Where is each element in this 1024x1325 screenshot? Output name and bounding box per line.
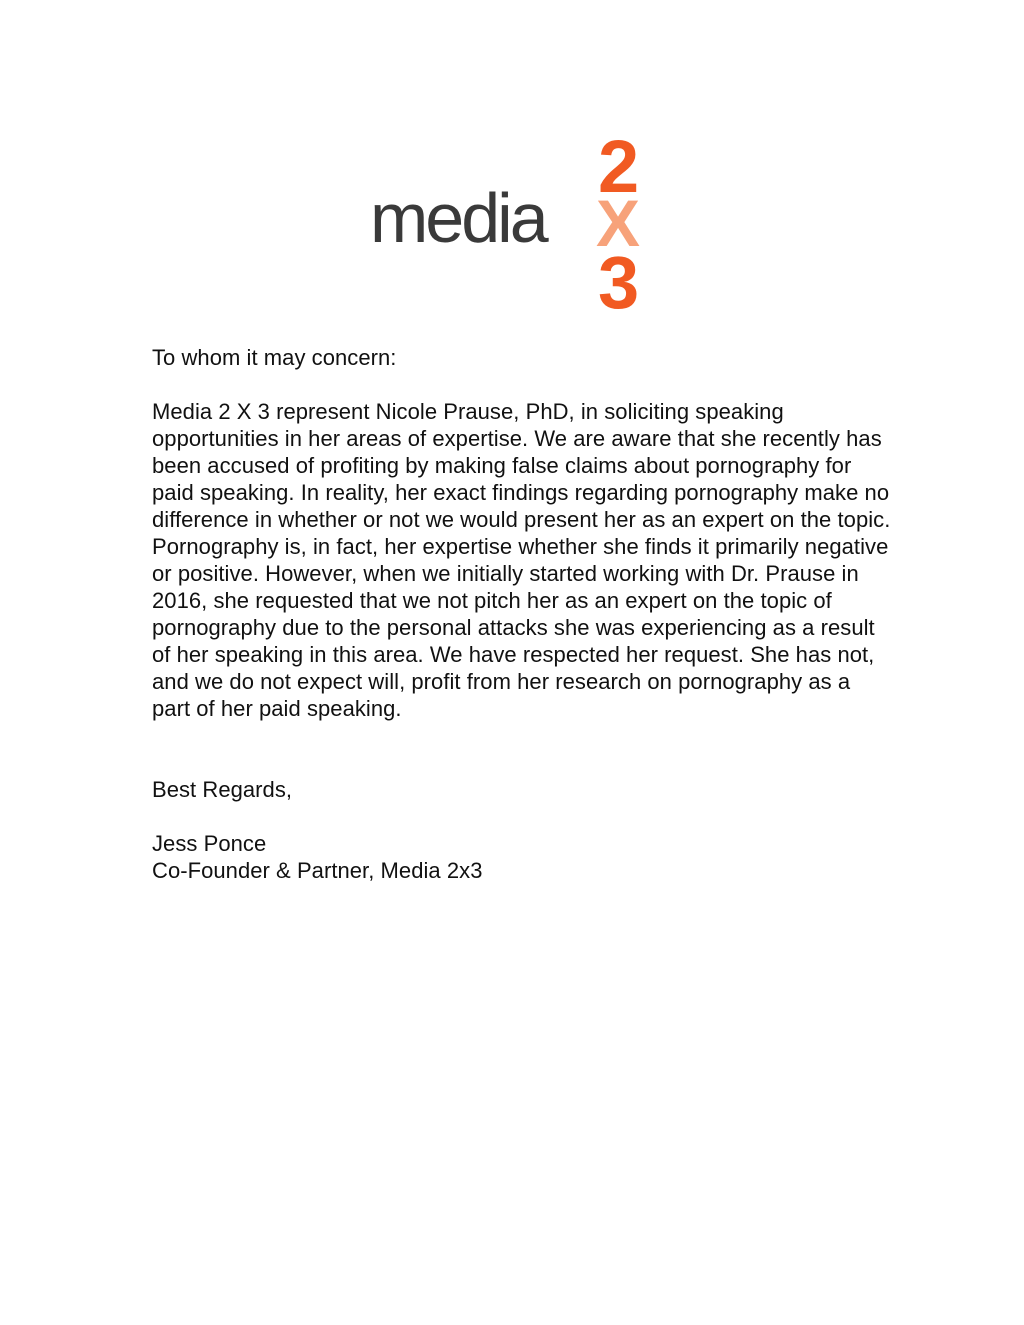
letter-content xyxy=(152,344,892,884)
logo-mark-three: 3 xyxy=(598,241,640,316)
closing: Best Regards, xyxy=(152,777,293,802)
logo-wordmark: media xyxy=(370,179,546,257)
logo-mark-x: X xyxy=(596,186,641,260)
logo-graphic xyxy=(370,136,670,316)
signer-name: Jess Ponce xyxy=(152,831,267,856)
signer-title: Co-Founder & Partner, Media 2x3 xyxy=(152,858,483,883)
logo-mark-two: 2 xyxy=(598,136,640,208)
salutation: To whom it may concern: xyxy=(152,345,397,370)
media-2x3-logo xyxy=(370,136,670,316)
letter-body: Media 2 X 3 represent Nicole Prause, PhD, in soliciting speaking opportunities in her areas of expertise. We are aware that she recently has been accused of profiting by making false claims about pornography for paid speaking. In reality, her exact findings regarding pornography make no difference in whether or not we would present her as an expert on the topic. Pornography is, in fact, her expertise whether she finds it primarily negative or positive. However, when we initially started working with Dr. Prause in 2016, she requested that we not pitch her as an expert on the topic of pornography due to the personal attacks she was experiencing as a result of her speaking in this area. We have respected her request. She has not, and we do not expect will, profit from her research on pornography as a part of her paid speaking. xyxy=(152,399,891,721)
